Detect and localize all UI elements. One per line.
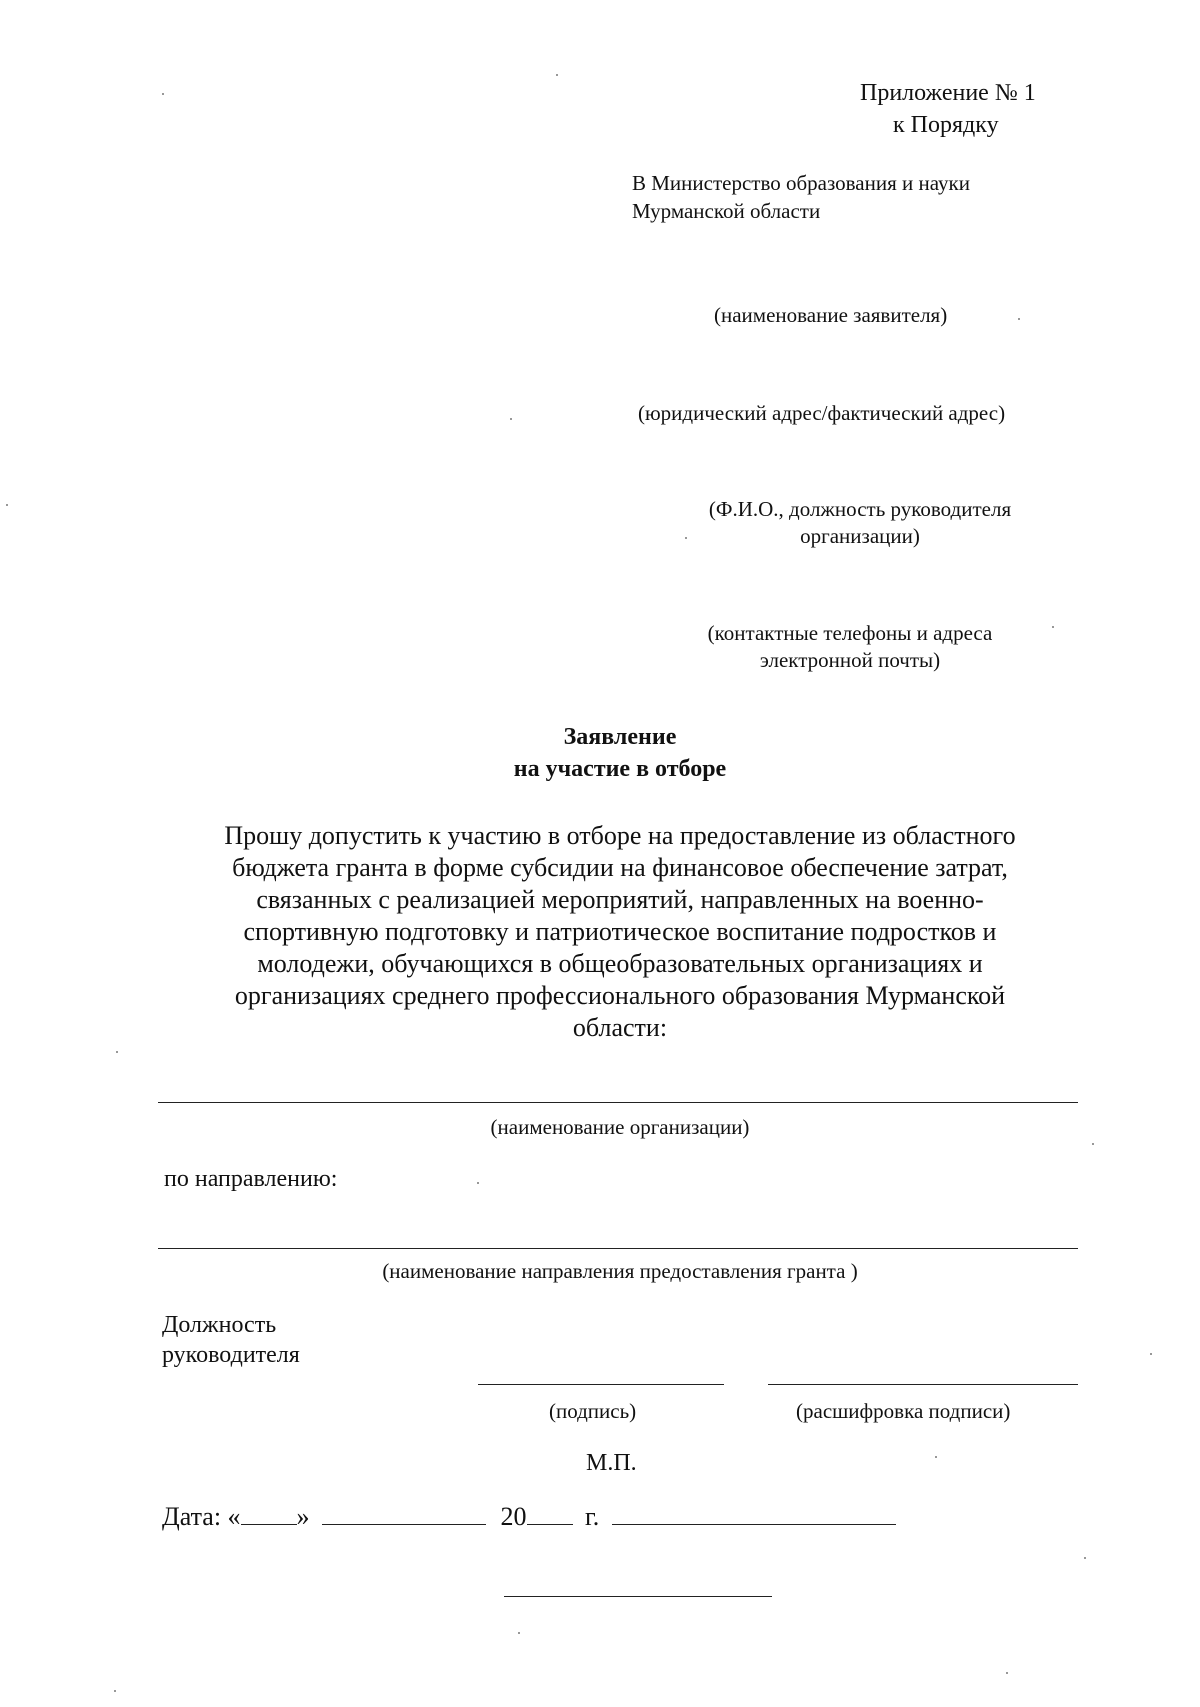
position-label-line-2: руководителя bbox=[162, 1342, 300, 1368]
date-label: Дата: « bbox=[162, 1502, 241, 1531]
signature-line[interactable] bbox=[478, 1384, 724, 1385]
date-quote-close: » bbox=[296, 1502, 310, 1531]
scan-speck bbox=[510, 418, 512, 420]
request-line: молодежи, обучающихся в общеобразовательных организациях и bbox=[257, 949, 983, 978]
scan-speck bbox=[556, 74, 558, 76]
document-title-line-2: на участие в отборе bbox=[513, 756, 727, 782]
request-line: организациях среднего профессионального образования Мурманской bbox=[234, 981, 1006, 1010]
scan-speck bbox=[685, 537, 687, 539]
position-label-line-1: Должность bbox=[162, 1312, 277, 1338]
applicant-name-caption: (наименование заявителя) bbox=[714, 303, 948, 327]
year-prefix: 20 bbox=[500, 1502, 527, 1531]
request-line: Прошу допустить к участию в отборе на предоставление из областного bbox=[224, 821, 1016, 850]
organization-name-caption: (наименование организации) bbox=[490, 1115, 750, 1139]
applicant-contacts-caption-line-1: (контактные телефоны и адреса bbox=[707, 621, 993, 645]
date-year-field[interactable] bbox=[527, 1500, 573, 1525]
addressee-line-2: Мурманской области bbox=[632, 199, 821, 223]
direction-name-line[interactable] bbox=[158, 1248, 1078, 1249]
date-row bbox=[162, 1500, 922, 1533]
applicant-contacts-caption-line-2: электронной почты) bbox=[759, 648, 941, 672]
request-line: области: bbox=[572, 1013, 668, 1042]
applicant-head-caption-line-2: организации) bbox=[800, 524, 920, 548]
scan-speck bbox=[477, 1182, 479, 1184]
date-month-field[interactable] bbox=[322, 1500, 486, 1525]
direction-label: по направлению: bbox=[164, 1166, 338, 1192]
applicant-address-caption: (юридический адрес/фактический адрес) bbox=[638, 401, 1006, 425]
organization-name-line[interactable] bbox=[158, 1102, 1078, 1103]
applicant-head-caption-line-1: (Ф.И.О., должность руководителя bbox=[708, 497, 1012, 521]
applicant-contacts-caption bbox=[670, 620, 1030, 674]
signature-decoding-caption: (расшифровка подписи) bbox=[796, 1399, 1011, 1423]
scan-speck bbox=[1006, 1672, 1008, 1674]
scan-speck bbox=[935, 1456, 937, 1458]
appendix-line-1: Приложение № 1 bbox=[860, 80, 1036, 106]
stamp-label: М.П. bbox=[586, 1450, 637, 1476]
scan-speck bbox=[518, 1632, 520, 1634]
applicant-head-caption bbox=[660, 496, 1060, 550]
scan-speck bbox=[1052, 626, 1054, 628]
position-label bbox=[162, 1310, 462, 1370]
scan-speck bbox=[1092, 1143, 1094, 1145]
scan-speck bbox=[116, 1051, 118, 1053]
appendix-line-2: к Порядку bbox=[893, 112, 999, 138]
direction-name-caption: (наименование направления предоставления гранта ) bbox=[382, 1259, 858, 1283]
date-extra-field[interactable] bbox=[612, 1500, 896, 1525]
scan-speck bbox=[162, 93, 164, 95]
scan-speck bbox=[1018, 318, 1020, 320]
year-suffix: г. bbox=[585, 1502, 600, 1531]
request-paragraph bbox=[160, 820, 1080, 1044]
scan-speck bbox=[1084, 1557, 1086, 1559]
scan-speck bbox=[6, 504, 8, 506]
signature-decoding-line[interactable] bbox=[768, 1384, 1078, 1385]
signature-caption: (подпись) bbox=[549, 1399, 637, 1423]
scan-speck bbox=[1150, 1353, 1152, 1355]
request-line: бюджета гранта в форме субсидии на финансовое обеспечение затрат, bbox=[232, 853, 1008, 882]
addressee-line-1: В Министерство образования и науки bbox=[632, 171, 970, 195]
bottom-line bbox=[504, 1596, 772, 1597]
document-title-line-1: Заявление bbox=[563, 724, 677, 750]
request-line: спортивную подготовку и патриотическое воспитание подростков и bbox=[243, 917, 997, 946]
scan-speck bbox=[114, 1690, 116, 1692]
request-line: связанных с реализацией мероприятий, направленных на военно- bbox=[256, 885, 984, 914]
date-day-field[interactable] bbox=[241, 1500, 297, 1525]
document-title bbox=[400, 722, 840, 784]
